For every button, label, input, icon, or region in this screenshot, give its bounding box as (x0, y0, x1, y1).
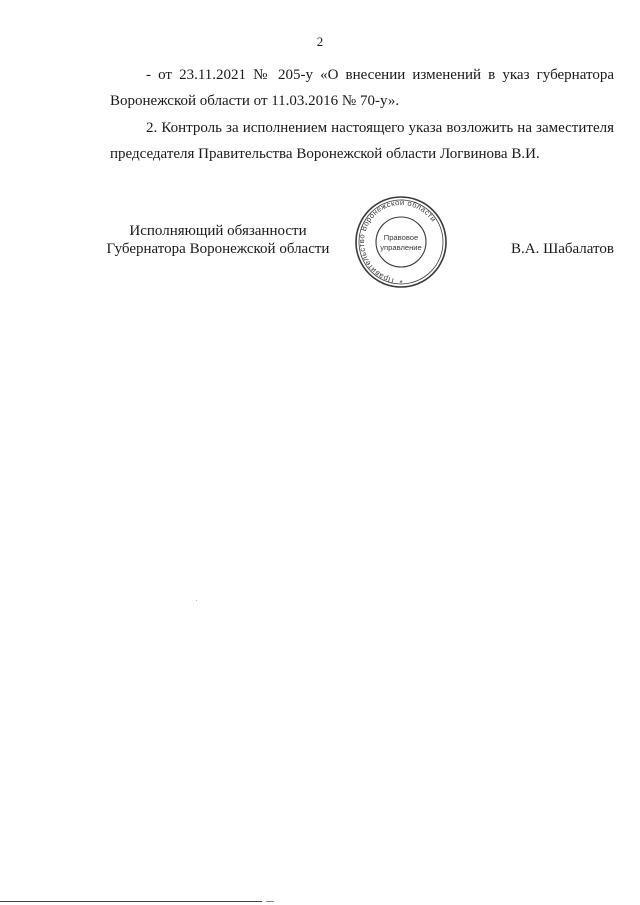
signatory-position-line: Губернатора Воронежской области (106, 241, 330, 257)
signatory-position (100, 222, 336, 258)
scan-artifact (196, 600, 197, 601)
footer-rule (0, 901, 262, 902)
signatory-position-line: Исполняющий обязанности (129, 223, 307, 239)
official-seal (342, 194, 460, 290)
seal-outer-text: Правительство Воронежской области (356, 197, 439, 286)
seal-star-icon: * (399, 279, 403, 288)
paragraph-control-clause (110, 115, 614, 167)
seal-inner-line: управление (380, 243, 422, 252)
paragraph-line: - от 23.11.2021 № 205-у «О внесении изменений в указ губернатора (146, 67, 614, 83)
signatory-name: В.А. Шабалатов (511, 241, 614, 257)
seal-inner-line: Правовое (383, 233, 419, 242)
paragraph-amendment-item (110, 62, 614, 114)
paragraph-line: 2. Контроль за исполнением настоящего указа возложить на заместителя (146, 120, 614, 136)
page-number: 2 (316, 34, 324, 49)
paragraph-line: Воронежской области от 11.03.2016 № 70-у». (110, 93, 400, 109)
paragraph-line: председателя Правительства Воронежской области Логвинова В.И. (110, 146, 540, 162)
footer-rule (266, 901, 274, 902)
